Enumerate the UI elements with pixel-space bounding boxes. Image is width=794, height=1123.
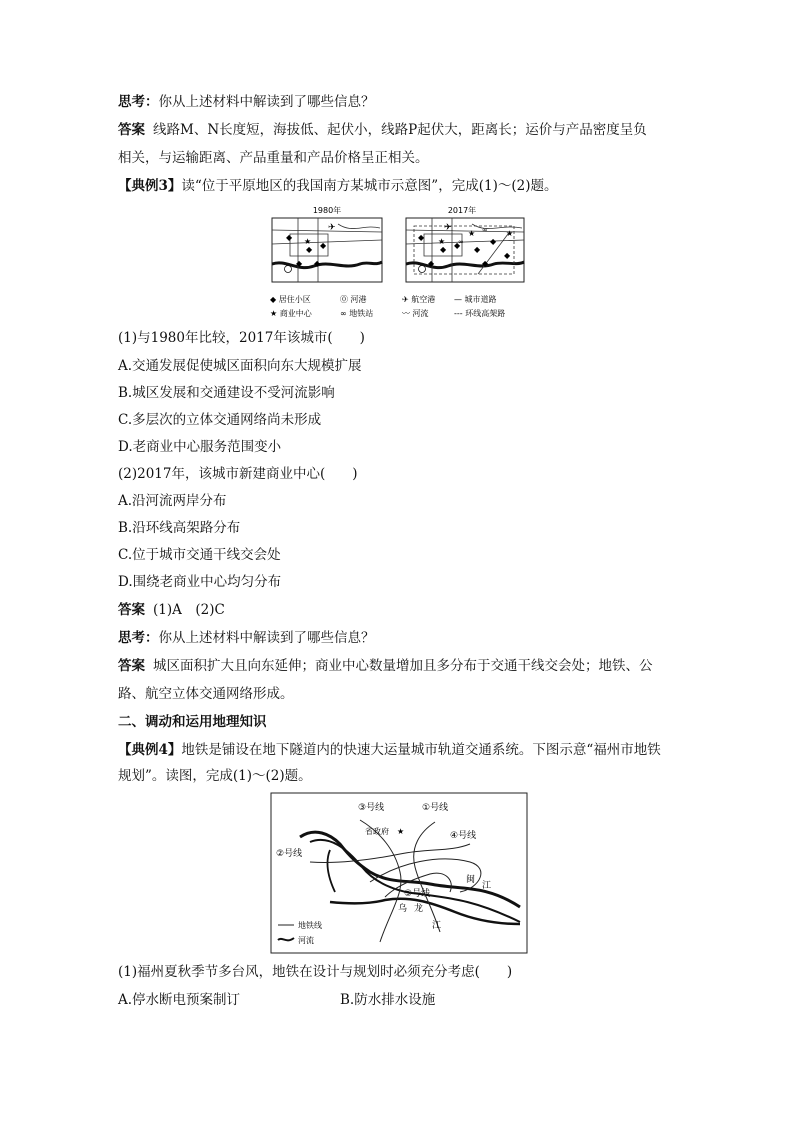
metro-line-4-label: ④号线: [450, 831, 477, 841]
legend-item: ◆ 居住小区: [270, 295, 311, 304]
think-line: [118, 92, 375, 112]
map1-title: 1980年: [312, 206, 342, 215]
residential-icon: ◆: [418, 233, 425, 242]
legend-river-label: 河流: [298, 936, 314, 945]
metro-line-5-label: ⑤号线: [404, 889, 431, 899]
residential-icon: ◆: [286, 233, 293, 242]
example4-intro-line: [118, 740, 661, 760]
residential-icon: ◆: [428, 259, 435, 268]
residential-icon: ◆: [504, 251, 511, 260]
q1-option-b: B.城区发展和交通建设不受河流影响: [118, 385, 335, 401]
answer-label: 答案: [118, 602, 145, 618]
example4-intro-1: 地铁是铺设在地下隧道内的快速大运量城市轨道交通系统。下图示意“福州市地铁: [181, 742, 661, 758]
section-heading: 二、调动和运用地理知识: [118, 714, 267, 730]
wulong-river: [330, 899, 520, 924]
residential-icon: ◆: [314, 259, 321, 268]
metro-line-2: [310, 844, 470, 863]
commerce-center-icon: ★: [506, 229, 514, 238]
subway-station-icon: ∞: [458, 238, 464, 246]
metro-line-1: [414, 822, 440, 932]
airport-icon: ✈: [444, 223, 452, 233]
residential-icon: ◆: [306, 245, 313, 254]
answer-line: [118, 120, 647, 140]
answer-label: 答案: [118, 658, 145, 674]
think-answer-1: 城区面积扩大且向东延伸；商业中心数量增加且多分布于交通干线交会处；地铁、公: [153, 658, 653, 674]
min-river-label-1: 闽: [466, 875, 476, 885]
legend-item: 〰 河流: [402, 309, 429, 318]
q1-option-c: C.多层次的立体交通网络尚未形成: [118, 412, 322, 428]
think-label: 思考：: [118, 94, 159, 110]
example3-intro: 读“位于平原地区的我国南方某城市示意图”，完成(1)～(2)题。: [181, 178, 558, 194]
q2-option-c: C.位于城市交通干线交会处: [118, 547, 281, 563]
commerce-center-icon: ★: [304, 237, 312, 246]
metro-line-2-label: ②号线: [276, 849, 303, 859]
ex4-q1-stem: (1)福州夏秋季节多台风，地铁在设计与规划时必须充分考虑( ): [118, 964, 513, 980]
q1-option-a: A.交通发展促使城区面积向东大规模扩展: [118, 358, 362, 374]
think-answer-2: 路、航空立体交通网络形成。: [118, 686, 294, 702]
think-text: 你从上述材料中解读到了哪些信息？: [158, 630, 375, 646]
airport-icon: ✈: [328, 223, 336, 233]
wulong-label-1: 乌: [398, 904, 408, 914]
river-branch: [328, 850, 335, 892]
residential-icon: ◆: [482, 259, 489, 268]
min-river-label-2: 江: [482, 881, 492, 891]
example3-intro-line: [118, 176, 557, 196]
river-port-icon: [285, 266, 292, 273]
example3-think-line: [118, 628, 375, 648]
q2-option-b: B.沿环线高架路分布: [118, 520, 241, 536]
answer-text-2: 相关，与运输距离、产品重量和产品价格呈正相关。: [118, 150, 429, 166]
example3-answer-line: [118, 600, 225, 620]
example3-answer: (1)A (2)C: [153, 602, 225, 618]
subway-station-icon: ∞: [482, 226, 488, 234]
q2-option-d: D.围绕老商业中心均匀分布: [118, 574, 282, 590]
gov-label: 省政府: [365, 827, 389, 836]
example3-label: 【典例3】: [118, 178, 182, 194]
legend-river-swatch: [278, 938, 294, 940]
legend-metro-label: 地铁线: [298, 921, 322, 930]
metro-line-3-label: ③号线: [358, 803, 385, 813]
metro-line-1-label: ①号线: [422, 803, 449, 813]
q1-option-d: D.老商业中心服务范围变小: [118, 439, 282, 455]
example4-intro-2: 规划”。读图，完成(1)～(2)题。: [118, 768, 312, 784]
map2-title: 2017年: [447, 206, 477, 215]
map-legend: [270, 294, 505, 318]
q1-stem: (1)与1980年比较，2017年该城市( ): [118, 330, 365, 346]
river-2017: [406, 262, 524, 268]
city-maps-figure: [268, 204, 528, 320]
think-text: 你从上述材料中解读到了哪些信息？: [158, 94, 375, 110]
river-1980: [272, 262, 382, 268]
legend-item: ✈ 航空港: [402, 295, 436, 304]
map-1980: [272, 218, 382, 282]
residential-icon: ◆: [474, 245, 481, 254]
residential-icon: ◆: [296, 259, 303, 268]
example3-think-answer-line: [118, 656, 653, 676]
example4-label: 【典例4】: [118, 742, 182, 758]
answer-text-1: 线路M、N长度短，海拔低、起伏小，线路P起伏大，距离长；运价与产品密度呈负: [153, 122, 647, 138]
wulong-label-3: 江: [432, 921, 442, 931]
ex4-q1-option-b: B.防水排水设施: [340, 992, 436, 1008]
residential-icon: ◆: [320, 241, 327, 250]
ex4-q1-option-a: A.停水断电预案制订: [118, 992, 241, 1008]
gov-star-icon: ★: [397, 827, 405, 836]
residential-icon: ◆: [440, 245, 447, 254]
legend-item: ★ 商业中心: [270, 309, 312, 318]
wulong-label-2: 龙: [414, 904, 424, 914]
residential-icon: ◆: [454, 241, 461, 250]
metro-map-figure: [270, 792, 528, 954]
legend-item: ⓪ 河港: [340, 295, 367, 304]
map-2017: [406, 218, 524, 282]
residential-icon: ◆: [490, 237, 497, 246]
legend-item: --- 环线高架路: [454, 309, 506, 318]
river-port-icon: [419, 266, 426, 273]
answer-label: 答案: [118, 122, 145, 138]
think-label: 思考：: [118, 630, 159, 646]
q2-option-a: A.沿河流两岸分布: [118, 493, 227, 509]
q2-stem: (2)2017年，该城市新建商业中心( ): [118, 466, 358, 482]
commerce-center-icon: ★: [438, 237, 446, 246]
metro-legend: [278, 920, 322, 945]
legend-item: ∞ 地铁站: [340, 309, 374, 318]
commerce-center-icon: ★: [468, 229, 476, 238]
legend-item: — 城市道路: [454, 295, 497, 304]
